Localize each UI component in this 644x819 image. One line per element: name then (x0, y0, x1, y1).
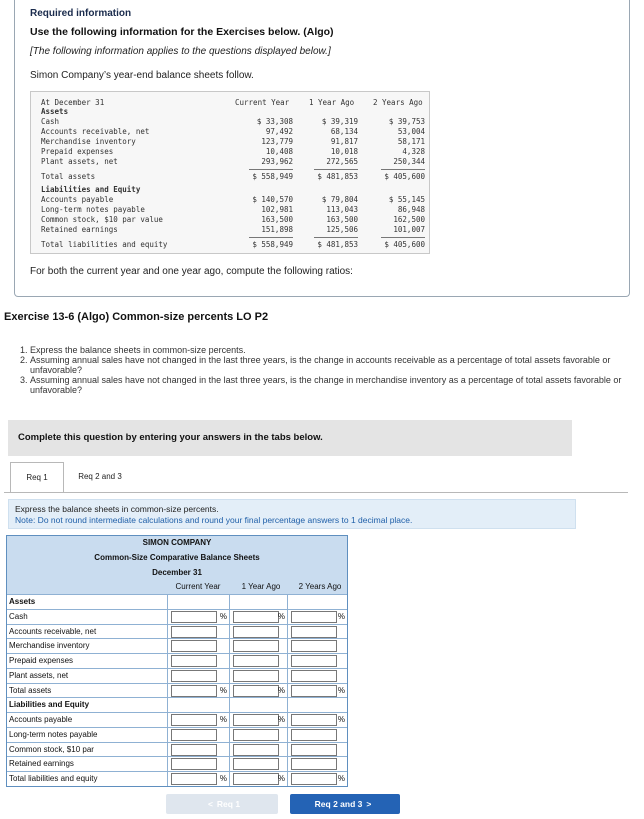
bs-row-label: Retained earnings (41, 225, 118, 234)
bs-le-heading (31, 185, 429, 195)
cs-row-label: Merchandise inventory (9, 641, 90, 651)
bs-total-le-label: Total liabilities and equity (41, 240, 168, 249)
percent-input[interactable] (291, 714, 337, 726)
cs-cell (229, 713, 287, 727)
bs-rule (314, 169, 358, 170)
cs-cell (167, 772, 229, 786)
bs-row-label: Cash (41, 117, 60, 126)
bs-rule (249, 237, 293, 238)
percent-sign: % (219, 685, 227, 695)
bs-le-label: Liabilities and Equity (41, 185, 141, 194)
cs-table-row (7, 727, 347, 742)
cs-cell (167, 698, 229, 712)
cs-table-row (7, 668, 347, 683)
cs-cell (287, 595, 347, 609)
percent-input[interactable] (233, 640, 279, 652)
required-info-heading: Required information (30, 8, 132, 19)
instruction-text: Express the balance sheets in common-size percents. (30, 345, 246, 355)
percent-input[interactable] (291, 744, 337, 756)
cs-row-label: Liabilities and Equity (9, 700, 90, 710)
cs-cell (229, 669, 287, 683)
cs-cell (287, 713, 347, 727)
cs-col-2yr: 2 Years Ago (293, 582, 347, 591)
bs-total-le-v1: $ 558,949 (252, 240, 293, 249)
percent-sign: % (219, 715, 227, 725)
cs-table-row (7, 742, 347, 757)
percent-input[interactable] (233, 773, 279, 785)
prev-req-button[interactable] (166, 794, 278, 814)
cs-col-current: Current Year (167, 582, 229, 591)
cs-row-label: Accounts payable (9, 715, 73, 725)
bs-row-label: Prepaid expenses (41, 147, 114, 156)
bs-row-1yr: 10,018 (330, 147, 358, 156)
cs-table-row (7, 653, 347, 668)
bs-col-2yr: 2 Years Ago (373, 98, 423, 107)
cs-cell (287, 684, 347, 698)
cs-table-row (7, 624, 347, 639)
bs-row-label: Merchandise inventory (41, 137, 136, 146)
cs-cell (167, 669, 229, 683)
percent-input[interactable] (233, 685, 279, 697)
cs-company-name: SIMON COMPANY (142, 538, 212, 547)
cs-table-row (7, 594, 347, 609)
bs-row-1yr: 91,817 (330, 137, 358, 146)
cs-col-1yr: 1 Year Ago (233, 582, 289, 591)
instruction-item (20, 355, 632, 375)
bs-total-assets-v2: $ 481,853 (317, 172, 358, 181)
bs-le-row (31, 205, 429, 215)
express-instruction: Express the balance sheets in common-size percents. (15, 504, 219, 514)
percent-input[interactable] (291, 626, 337, 638)
cs-table-row (7, 638, 347, 653)
percent-sign: % (337, 611, 345, 621)
percent-sign: % (337, 774, 345, 784)
ratios-prompt: For both the current year and one year ago, compute the following ratios: (30, 266, 353, 277)
percent-input[interactable] (171, 655, 217, 667)
percent-input[interactable] (233, 655, 279, 667)
bs-row-2yr: 53,004 (397, 127, 425, 136)
bs-total-assets-label: Total assets (41, 172, 96, 181)
cs-cell (229, 698, 287, 712)
cs-cell (229, 610, 287, 624)
bs-row-label: Accounts payable (41, 195, 114, 204)
cs-cell (287, 625, 347, 639)
cs-cell (167, 610, 229, 624)
cs-table-row (7, 771, 347, 786)
percent-input[interactable] (233, 758, 279, 770)
percent-sign: % (277, 774, 285, 784)
bs-total-assets-v3: $ 405,600 (384, 172, 425, 181)
bs-row-1yr: 272,565 (326, 157, 358, 166)
bs-row-current: 102,981 (261, 205, 293, 214)
cs-cell (229, 772, 287, 786)
percent-input[interactable] (171, 729, 217, 741)
exercise-title: Exercise 13-6 (Algo) Common-size percents LO P2 (4, 311, 269, 323)
cs-table-row (7, 609, 347, 624)
cs-table-title: Common-Size Comparative Balance Sheets (94, 553, 260, 562)
percent-input[interactable] (171, 773, 217, 785)
bs-total-assets-row (31, 172, 429, 182)
bs-rule (381, 169, 425, 170)
percent-input[interactable] (233, 626, 279, 638)
bs-row-current: 151,898 (261, 225, 293, 234)
cs-cell (287, 654, 347, 668)
bs-row-2yr: 4,328 (402, 147, 425, 156)
percent-input[interactable] (291, 640, 337, 652)
bs-rule (249, 169, 293, 170)
bs-row-current: 97,492 (265, 127, 293, 136)
percent-input[interactable] (233, 714, 279, 726)
instruction-number: 2. (20, 355, 28, 365)
percent-sign: % (337, 685, 345, 695)
cs-row-label: Total liabilities and equity (9, 774, 98, 784)
bs-row-2yr: 250,344 (393, 157, 425, 166)
percent-input[interactable] (291, 611, 337, 623)
rounding-note: Note: Do not round intermediate calculations and round your final percentage answers to 1 decimal place. (15, 515, 413, 525)
chevron-left-icon: < (207, 799, 213, 809)
cs-cell (229, 757, 287, 771)
bs-row-2yr: 58,171 (397, 137, 425, 146)
cs-table-row (7, 712, 347, 727)
cs-cell (167, 713, 229, 727)
percent-sign: % (219, 774, 227, 784)
cs-cell (167, 654, 229, 668)
bs-row-1yr: 125,506 (326, 225, 358, 234)
express-banner (8, 499, 576, 529)
bs-le-row (31, 195, 429, 205)
bs-total-le-v3: $ 405,600 (384, 240, 425, 249)
cs-cell (167, 757, 229, 771)
bs-row-current: $ 33,308 (256, 117, 293, 126)
percent-input[interactable] (171, 758, 217, 770)
chevron-right-icon: > (366, 799, 372, 809)
cs-cell (229, 595, 287, 609)
bs-row-current: 293,962 (261, 157, 293, 166)
instruction-item (20, 345, 632, 355)
cs-cell (167, 625, 229, 639)
bs-row-1yr: $ 79,804 (321, 195, 358, 204)
percent-sign: % (277, 715, 285, 725)
percent-input[interactable] (291, 670, 337, 682)
bs-col-current: Current Year (235, 98, 290, 107)
percent-input[interactable] (291, 773, 337, 785)
bs-row-2yr: 86,948 (397, 205, 425, 214)
percent-input[interactable] (171, 685, 217, 697)
bs-row-current: 10,408 (265, 147, 293, 156)
bs-row-2yr: 101,007 (393, 225, 425, 234)
cs-cell (167, 639, 229, 653)
bs-assets-heading (31, 107, 429, 117)
bs-row-2yr: 162,500 (393, 215, 425, 224)
cs-row-label: Total assets (9, 685, 52, 695)
bs-row-2yr: $ 55,145 (388, 195, 425, 204)
bs-asset-row (31, 117, 429, 127)
bs-row-2yr: $ 39,753 (388, 117, 425, 126)
bs-row-label: Plant assets, net (41, 157, 118, 166)
percent-sign: % (277, 611, 285, 621)
tab-req-1[interactable]: Req 1 (10, 462, 64, 492)
bs-asset-row (31, 127, 429, 137)
bs-row-1yr: 113,043 (326, 205, 358, 214)
cs-row-label: Common stock, $10 par (9, 744, 94, 754)
percent-input[interactable] (291, 729, 337, 741)
cs-row-label: Plant assets, net (9, 670, 69, 680)
cs-cell (287, 669, 347, 683)
cs-row-label: Long-term notes payable (9, 729, 98, 739)
complete-banner (8, 420, 572, 456)
cs-cell (287, 757, 347, 771)
percent-input[interactable] (291, 758, 337, 770)
cs-table-row (7, 683, 347, 698)
cs-row-label: Prepaid expenses (9, 656, 74, 666)
cs-cell (287, 698, 347, 712)
cs-cell (229, 654, 287, 668)
simon-balance-intro: Simon Company’s year-end balance sheets follow. (30, 70, 254, 81)
bs-row-1yr: $ 39,319 (321, 117, 358, 126)
percent-input[interactable] (233, 670, 279, 682)
instruction-number: 1. (20, 345, 28, 355)
next-req-button[interactable] (290, 794, 400, 814)
instructions-list (20, 345, 632, 395)
bs-row-label: Common stock, $10 par value (41, 215, 163, 224)
cs-cell (167, 728, 229, 742)
instruction-number: 3. (20, 375, 28, 385)
percent-sign: % (219, 611, 227, 621)
cs-cell (229, 639, 287, 653)
bs-col-1yr: 1 Year Ago (309, 98, 355, 107)
cs-cell (229, 625, 287, 639)
percent-input[interactable] (171, 640, 217, 652)
cs-cell (167, 595, 229, 609)
cs-cell (287, 728, 347, 742)
bs-le-row (31, 215, 429, 225)
applies-note: [The following information applies to the questions displayed below.] (30, 46, 331, 57)
percent-input[interactable] (291, 655, 337, 667)
bs-total-le-row (31, 240, 429, 250)
cs-table-date: December 31 (152, 568, 202, 577)
percent-sign: % (277, 685, 285, 695)
cs-cell (229, 728, 287, 742)
cs-row-label: Retained earnings (9, 759, 74, 769)
instruction-text: Assuming annual sales have not changed in the last three years, is the change in merchandise inventory as a percentage of total assets favorable or unfavorable? (30, 375, 622, 395)
cs-table-header (7, 536, 347, 594)
common-size-table (6, 535, 348, 787)
cs-cell (229, 684, 287, 698)
prev-req-label: Req 1 (216, 799, 241, 809)
use-following-heading: Use the following information for the Exercises below. (Algo) (30, 26, 334, 38)
percent-input[interactable] (233, 611, 279, 623)
bs-row-label: Accounts receivable, net (41, 127, 150, 136)
bs-row-1yr: 163,500 (326, 215, 358, 224)
cs-cell (287, 772, 347, 786)
next-req-label: Req 2 and 3 (314, 799, 363, 809)
cs-cell (287, 743, 347, 757)
cs-cell (167, 684, 229, 698)
cs-row-label: Assets (9, 597, 36, 606)
complete-banner-text: Complete this question by entering your answers in the tabs below. (18, 432, 323, 443)
bs-assets-label: Assets (41, 107, 69, 116)
cs-table-row (7, 756, 347, 771)
bs-row-label: Long-term notes payable (41, 205, 145, 214)
cs-row-label: Accounts receivable, net (9, 626, 97, 636)
bs-asset-row (31, 147, 429, 157)
cs-cell (287, 639, 347, 653)
bs-row-current: 163,500 (261, 215, 293, 224)
cs-table-row (7, 697, 347, 712)
percent-input[interactable] (291, 685, 337, 697)
bs-row-current: $ 140,570 (252, 195, 293, 204)
bs-rule (381, 237, 425, 238)
bs-row-current: 123,779 (261, 137, 293, 146)
bs-asset-row (31, 157, 429, 167)
bs-row-1yr: 68,134 (330, 127, 358, 136)
instruction-item (20, 375, 632, 395)
cs-cell (287, 610, 347, 624)
instruction-text: Assuming annual sales have not changed in the last three years, is the change in accounts receivable as a percentage of total assets favorable or unfavorable? (30, 355, 611, 375)
cs-row-label: Cash (9, 611, 28, 621)
bs-total-assets-v1: $ 558,949 (252, 172, 293, 181)
bs-le-row (31, 225, 429, 235)
bs-rule (314, 237, 358, 238)
percent-input[interactable] (171, 626, 217, 638)
bs-total-le-v2: $ 481,853 (317, 240, 358, 249)
percent-sign: % (337, 715, 345, 725)
bs-asset-row (31, 137, 429, 147)
percent-input[interactable] (233, 744, 279, 756)
bs-head-label: At December 31 (41, 98, 105, 107)
percent-input[interactable] (171, 714, 217, 726)
balance-sheet-data (30, 91, 430, 254)
percent-input[interactable] (171, 611, 217, 623)
tab-req-2-and-3[interactable]: Req 2 and 3 (70, 462, 130, 492)
percent-input[interactable] (171, 744, 217, 756)
percent-input[interactable] (233, 729, 279, 741)
cs-cell (167, 743, 229, 757)
percent-input[interactable] (171, 670, 217, 682)
cs-cell (229, 743, 287, 757)
